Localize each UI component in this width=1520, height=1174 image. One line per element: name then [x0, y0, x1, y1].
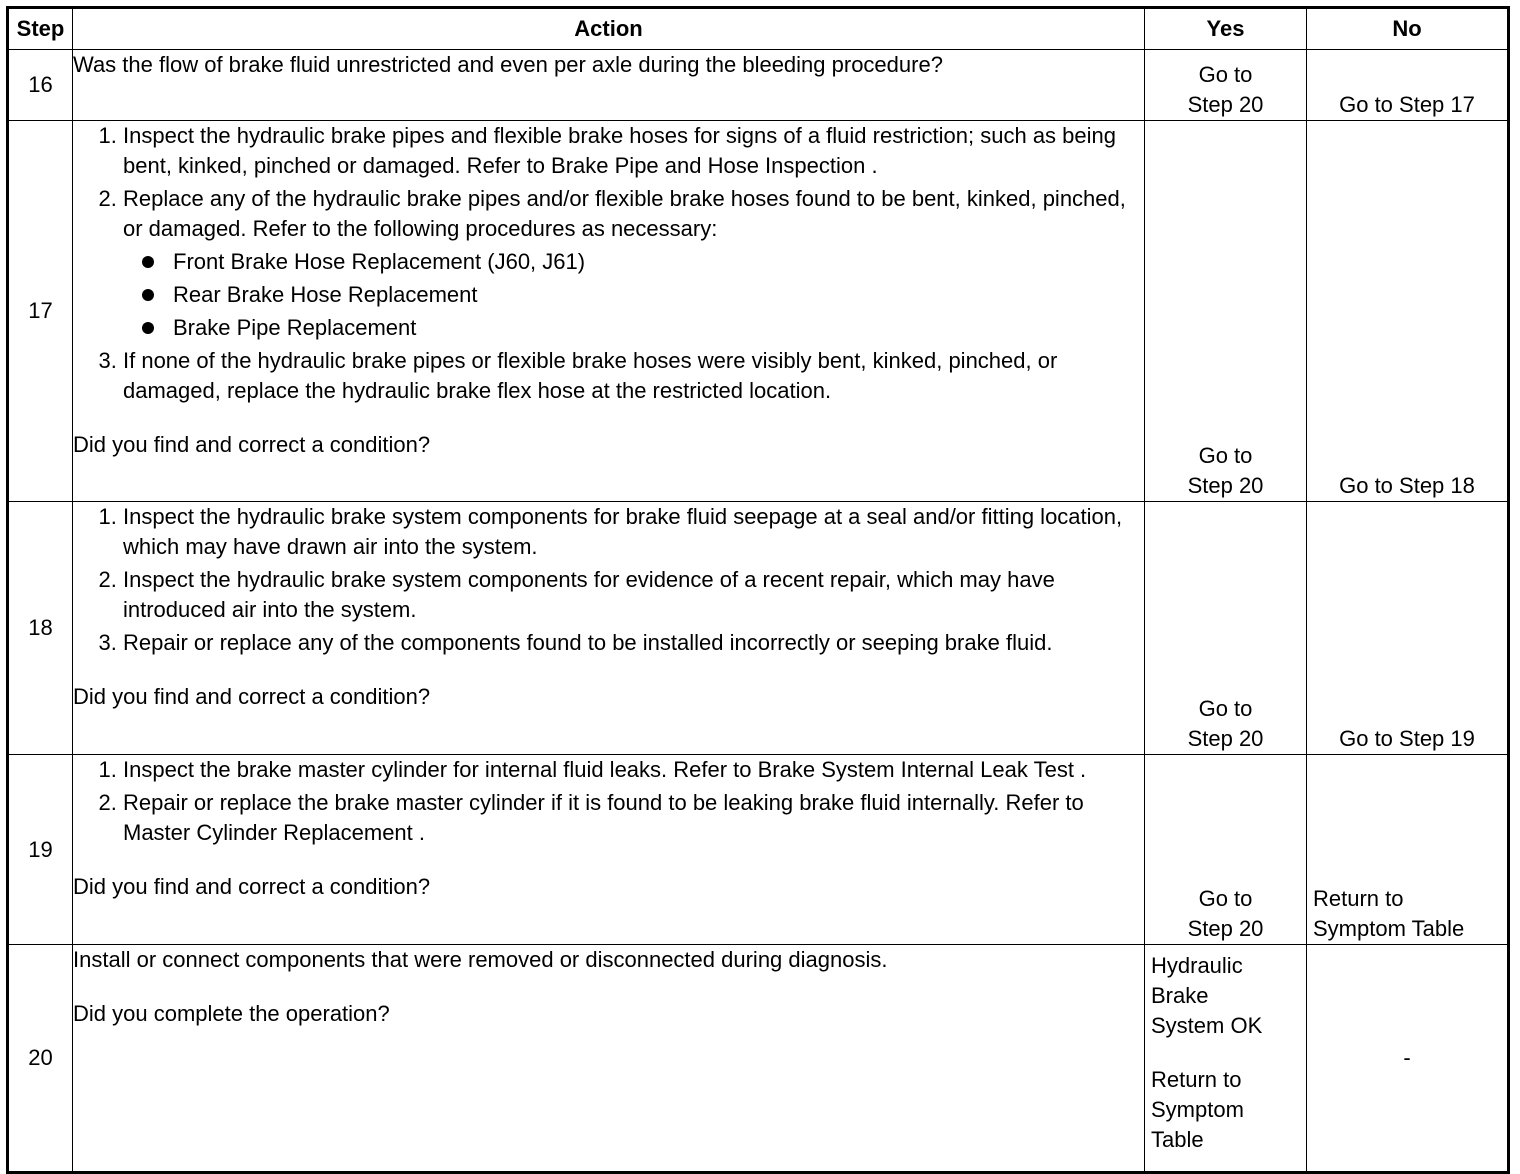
yes-cell — [1145, 121, 1307, 502]
step-number: 20 — [8, 945, 73, 1173]
table-row — [8, 502, 1509, 755]
header-row — [8, 8, 1509, 50]
action-question: Did you find and correct a condition? — [73, 684, 431, 709]
action-cell — [73, 502, 1145, 755]
action-question: Did you complete the operation? — [73, 1001, 390, 1026]
yes-line: Brake — [1151, 983, 1209, 1008]
yes-line: System OK — [1151, 1013, 1263, 1038]
yes-line: Go to — [1198, 886, 1253, 911]
no-cell — [1307, 755, 1509, 945]
action-step: 1. Inspect the hydraulic brake system components for brake fluid seepage at a seal and/or fitting location, which may have drawn air into the system. — [123, 502, 1144, 562]
procedure-item: Brake Pipe Replacement — [173, 313, 1144, 343]
action-cell — [73, 945, 1145, 1173]
step-number: 16 — [8, 50, 73, 121]
yes-cell — [1145, 945, 1307, 1173]
diagnostic-table — [6, 6, 1510, 1174]
header-step: Step — [8, 8, 73, 50]
header-action: Action — [73, 8, 1145, 50]
action-question: Was the flow of brake fluid unrestricted and even per axle during the bleeding procedure? — [73, 52, 943, 77]
action-cell — [73, 121, 1145, 502]
yes-line: Return to — [1151, 1067, 1242, 1092]
yes-line: Symptom — [1151, 1097, 1244, 1122]
yes-cell — [1145, 502, 1307, 755]
table-row — [8, 755, 1509, 945]
no-line: Return to — [1313, 886, 1404, 911]
yes-line: Step 20 — [1187, 473, 1264, 498]
yes-cell — [1145, 50, 1307, 121]
action-steps — [73, 502, 1144, 658]
procedure-item: Front Brake Hose Replacement (J60, J61) — [173, 247, 1144, 277]
yes-cell — [1145, 755, 1307, 945]
no-line: Symptom Table — [1313, 916, 1465, 941]
action-step: 2. Repair or replace the brake master cylinder if it is found to be leaking brake fluid internally. Refer to Master Cylinder Replacement . — [123, 788, 1144, 848]
yes-line: Step 20 — [1187, 726, 1264, 751]
action-step: 3. Repair or replace any of the components found to be installed incorrectly or seeping brake fluid. — [123, 628, 1144, 658]
step-number: 19 — [8, 755, 73, 945]
yes-line: Table — [1151, 1127, 1204, 1152]
step-number: 18 — [8, 502, 73, 755]
yes-line: Step 20 — [1187, 916, 1264, 941]
action-text: Install or connect components that were removed or disconnected during diagnosis. — [73, 947, 888, 972]
no-cell: - — [1307, 945, 1509, 1173]
action-cell — [73, 50, 1145, 121]
no-cell: Go to Step 18 — [1307, 121, 1509, 502]
procedure-list — [123, 247, 1144, 343]
action-steps — [73, 755, 1144, 848]
action-cell — [73, 755, 1145, 945]
table-row — [8, 121, 1509, 502]
action-step: 2. Replace any of the hydraulic brake pipes and/or flexible brake hoses found to be bent, kinked, pinched, or damaged. Refer to the following procedures as necessary: Front Brake Hose Replacement (J60, J61) Rear Brake Hose Replacement Brake Pipe Replacement — [123, 184, 1144, 343]
action-step: 1. Inspect the hydraulic brake pipes and flexible brake hoses for signs of a fluid restriction; such as being bent, kinked, pinched or damaged. Refer to Brake Pipe and Hose Inspection . — [123, 121, 1144, 181]
header-no: No — [1307, 8, 1509, 50]
table-row — [8, 945, 1509, 1173]
yes-line: Go to — [1198, 62, 1253, 87]
yes-line: Go to — [1198, 696, 1253, 721]
action-question: Did you find and correct a condition? — [73, 432, 431, 457]
yes-line: Go to — [1198, 443, 1253, 468]
no-cell: Go to Step 19 — [1307, 502, 1509, 755]
yes-line: Hydraulic — [1151, 953, 1243, 978]
header-yes: Yes — [1145, 8, 1307, 50]
procedure-item: Rear Brake Hose Replacement — [173, 280, 1144, 310]
step-number: 17 — [8, 121, 73, 502]
yes-line: Step 20 — [1187, 92, 1264, 117]
action-question: Did you find and correct a condition? — [73, 874, 431, 899]
action-step: 2. Inspect the hydraulic brake system components for evidence of a recent repair, which may have introduced air into the system. — [123, 565, 1144, 625]
no-cell: Go to Step 17 — [1307, 50, 1509, 121]
action-step: 3. If none of the hydraulic brake pipes or flexible brake hoses were visibly bent, kinked, pinched, or damaged, replace the hydraulic brake flex hose at the restricted location. — [123, 346, 1144, 406]
action-steps — [73, 121, 1144, 406]
action-step: 1. Inspect the brake master cylinder for internal fluid leaks. Refer to Brake System Internal Leak Test . — [123, 755, 1144, 785]
table-row — [8, 50, 1509, 121]
